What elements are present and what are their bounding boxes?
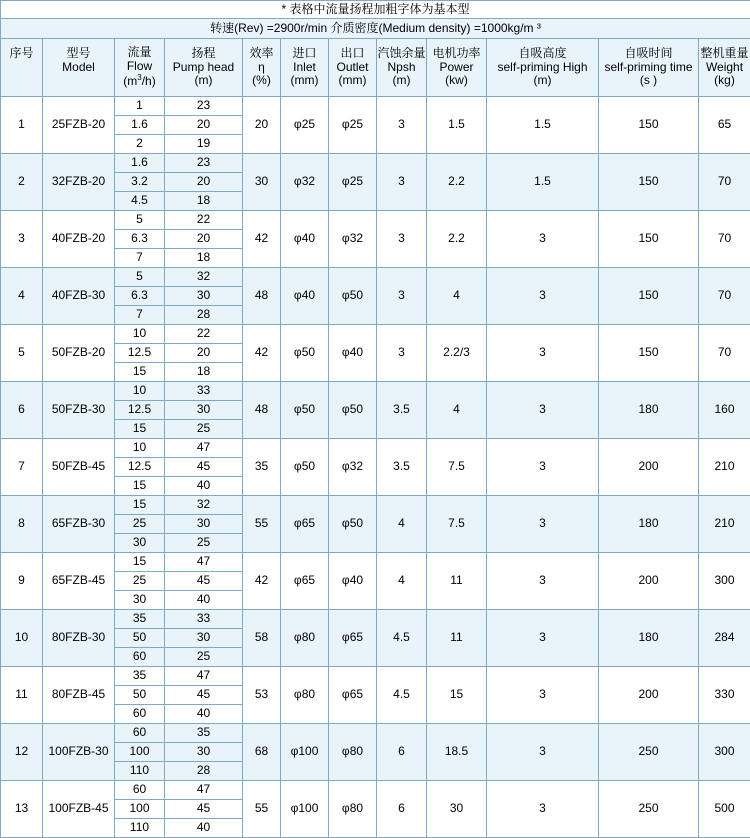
self-priming-time: 150 bbox=[599, 325, 699, 382]
inlet-diameter: φ100 bbox=[281, 781, 329, 838]
head-value: 45 bbox=[165, 458, 243, 477]
head-value: 40 bbox=[165, 819, 243, 838]
flow-value: 60 bbox=[115, 705, 165, 724]
row-index: 3 bbox=[1, 211, 43, 268]
column-header-10 bbox=[599, 39, 699, 97]
head-value: 47 bbox=[165, 439, 243, 458]
npsh: 3 bbox=[377, 325, 427, 382]
rev-row bbox=[1, 19, 750, 39]
self-priming-time: 180 bbox=[599, 496, 699, 553]
column-header-unit: (m) bbox=[487, 74, 598, 88]
efficiency: 48 bbox=[243, 268, 281, 325]
flow-value: 1.6 bbox=[115, 154, 165, 173]
column-header-0 bbox=[1, 39, 43, 97]
outlet-diameter: φ32 bbox=[329, 211, 377, 268]
head-value: 20 bbox=[165, 116, 243, 135]
head-value: 45 bbox=[165, 686, 243, 705]
pump-model: 65FZB-30 bbox=[43, 496, 115, 553]
motor-power: 4 bbox=[427, 382, 487, 439]
table-row bbox=[1, 610, 750, 629]
flow-value: 60 bbox=[115, 648, 165, 667]
column-header-cn: 电机功率 bbox=[427, 47, 486, 61]
motor-power: 18.5 bbox=[427, 724, 487, 781]
column-header-1 bbox=[43, 39, 115, 97]
weight: 300 bbox=[699, 724, 750, 781]
npsh: 4.5 bbox=[377, 667, 427, 724]
column-header-cn: 自吸时间 bbox=[599, 47, 698, 61]
column-header-en: Flow bbox=[115, 60, 164, 74]
table-row bbox=[1, 154, 750, 173]
table-row bbox=[1, 439, 750, 458]
head-value: 23 bbox=[165, 97, 243, 116]
column-header-3 bbox=[165, 39, 243, 97]
head-value: 19 bbox=[165, 135, 243, 154]
weight: 210 bbox=[699, 496, 750, 553]
row-index: 9 bbox=[1, 553, 43, 610]
head-value: 30 bbox=[165, 743, 243, 762]
pump-model: 40FZB-30 bbox=[43, 268, 115, 325]
npsh: 3 bbox=[377, 154, 427, 211]
self-priming-time: 150 bbox=[599, 97, 699, 154]
inlet-diameter: φ65 bbox=[281, 496, 329, 553]
self-priming-high: 3 bbox=[487, 211, 599, 268]
self-priming-time: 250 bbox=[599, 724, 699, 781]
self-priming-time: 250 bbox=[599, 781, 699, 838]
inlet-diameter: φ32 bbox=[281, 154, 329, 211]
column-header-cn: 出口 bbox=[329, 47, 376, 61]
column-header-en: self-priming High bbox=[487, 61, 598, 75]
weight: 330 bbox=[699, 667, 750, 724]
pump-model: 50FZB-20 bbox=[43, 325, 115, 382]
flow-value: 1 bbox=[115, 97, 165, 116]
weight: 500 bbox=[699, 781, 750, 838]
npsh: 4.5 bbox=[377, 610, 427, 667]
npsh: 6 bbox=[377, 781, 427, 838]
column-header-cn: 序号 bbox=[1, 47, 42, 61]
motor-power: 2.2 bbox=[427, 211, 487, 268]
column-header-en: Weight bbox=[699, 61, 750, 75]
head-value: 22 bbox=[165, 211, 243, 230]
weight: 70 bbox=[699, 268, 750, 325]
motor-power: 7.5 bbox=[427, 496, 487, 553]
inlet-diameter: φ80 bbox=[281, 610, 329, 667]
column-header-cn: 型号 bbox=[43, 47, 114, 61]
head-value: 32 bbox=[165, 268, 243, 287]
efficiency: 35 bbox=[243, 439, 281, 496]
table-row bbox=[1, 325, 750, 344]
flow-value: 35 bbox=[115, 667, 165, 686]
npsh: 3 bbox=[377, 268, 427, 325]
outlet-diameter: φ50 bbox=[329, 496, 377, 553]
column-header-cn: 汽蚀余量 bbox=[377, 47, 426, 61]
head-value: 30 bbox=[165, 629, 243, 648]
flow-value: 6.3 bbox=[115, 230, 165, 249]
head-value: 40 bbox=[165, 591, 243, 610]
self-priming-time: 150 bbox=[599, 211, 699, 268]
head-value: 25 bbox=[165, 534, 243, 553]
flow-value: 1.6 bbox=[115, 116, 165, 135]
column-header-cn: 进口 bbox=[281, 47, 328, 61]
self-priming-high: 3 bbox=[487, 268, 599, 325]
flow-value: 100 bbox=[115, 800, 165, 819]
weight: 160 bbox=[699, 382, 750, 439]
row-index: 10 bbox=[1, 610, 43, 667]
inlet-diameter: φ100 bbox=[281, 724, 329, 781]
flow-value: 5 bbox=[115, 268, 165, 287]
column-header-en bbox=[1, 61, 42, 75]
flow-value: 12.5 bbox=[115, 458, 165, 477]
flow-value: 15 bbox=[115, 496, 165, 515]
self-priming-time: 180 bbox=[599, 610, 699, 667]
note-row bbox=[1, 1, 750, 19]
efficiency: 68 bbox=[243, 724, 281, 781]
flow-value: 50 bbox=[115, 629, 165, 648]
head-value: 20 bbox=[165, 173, 243, 192]
outlet-diameter: φ80 bbox=[329, 724, 377, 781]
table-row bbox=[1, 496, 750, 515]
weight: 70 bbox=[699, 325, 750, 382]
npsh: 3 bbox=[377, 211, 427, 268]
flow-value: 60 bbox=[115, 724, 165, 743]
pump-model: 65FZB-45 bbox=[43, 553, 115, 610]
inlet-diameter: φ25 bbox=[281, 97, 329, 154]
weight: 210 bbox=[699, 439, 750, 496]
head-value: 45 bbox=[165, 572, 243, 591]
flow-value: 15 bbox=[115, 363, 165, 382]
outlet-diameter: φ80 bbox=[329, 781, 377, 838]
column-header-unit: (%) bbox=[243, 74, 280, 88]
row-index: 7 bbox=[1, 439, 43, 496]
outlet-diameter: φ25 bbox=[329, 97, 377, 154]
head-value: 47 bbox=[165, 553, 243, 572]
efficiency: 53 bbox=[243, 667, 281, 724]
head-value: 30 bbox=[165, 401, 243, 420]
column-header-unit: (s ) bbox=[599, 74, 698, 88]
npsh: 3.5 bbox=[377, 382, 427, 439]
pump-model: 100FZB-45 bbox=[43, 781, 115, 838]
inlet-diameter: φ80 bbox=[281, 667, 329, 724]
pump-model: 25FZB-20 bbox=[43, 97, 115, 154]
head-value: 33 bbox=[165, 382, 243, 401]
motor-power: 15 bbox=[427, 667, 487, 724]
flow-value: 110 bbox=[115, 819, 165, 838]
head-value: 25 bbox=[165, 420, 243, 439]
flow-value: 6.3 bbox=[115, 287, 165, 306]
weight: 70 bbox=[699, 211, 750, 268]
self-priming-high: 3 bbox=[487, 667, 599, 724]
pump-model: 50FZB-30 bbox=[43, 382, 115, 439]
head-value: 18 bbox=[165, 249, 243, 268]
self-priming-time: 200 bbox=[599, 439, 699, 496]
flow-value: 50 bbox=[115, 686, 165, 705]
column-header-en: Inlet bbox=[281, 61, 328, 75]
flow-value: 10 bbox=[115, 382, 165, 401]
table-row bbox=[1, 781, 750, 800]
self-priming-time: 150 bbox=[599, 268, 699, 325]
column-header-6 bbox=[329, 39, 377, 97]
flow-value: 2 bbox=[115, 135, 165, 154]
flow-value: 7 bbox=[115, 249, 165, 268]
table-row bbox=[1, 667, 750, 686]
flow-value: 5 bbox=[115, 211, 165, 230]
column-header-unit: (kg) bbox=[699, 74, 750, 88]
column-header-unit: (m) bbox=[377, 74, 426, 88]
weight: 300 bbox=[699, 553, 750, 610]
table-row bbox=[1, 553, 750, 572]
head-value: 47 bbox=[165, 781, 243, 800]
flow-value: 100 bbox=[115, 743, 165, 762]
flow-value: 25 bbox=[115, 572, 165, 591]
head-value: 28 bbox=[165, 762, 243, 781]
column-header-5 bbox=[281, 39, 329, 97]
outlet-diameter: φ65 bbox=[329, 610, 377, 667]
row-index: 6 bbox=[1, 382, 43, 439]
self-priming-high: 3 bbox=[487, 325, 599, 382]
row-index: 13 bbox=[1, 781, 43, 838]
row-index: 12 bbox=[1, 724, 43, 781]
inlet-diameter: φ40 bbox=[281, 268, 329, 325]
pump-model: 32FZB-20 bbox=[43, 154, 115, 211]
flow-value: 15 bbox=[115, 477, 165, 496]
outlet-diameter: φ40 bbox=[329, 325, 377, 382]
column-header-cn: 扬程 bbox=[165, 47, 242, 61]
self-priming-high: 1.5 bbox=[487, 97, 599, 154]
head-value: 30 bbox=[165, 287, 243, 306]
motor-power: 7.5 bbox=[427, 439, 487, 496]
row-index: 11 bbox=[1, 667, 43, 724]
motor-power: 30 bbox=[427, 781, 487, 838]
inlet-diameter: φ65 bbox=[281, 553, 329, 610]
inlet-diameter: φ50 bbox=[281, 325, 329, 382]
efficiency: 48 bbox=[243, 382, 281, 439]
pump-model: 80FZB-30 bbox=[43, 610, 115, 667]
flow-value: 10 bbox=[115, 439, 165, 458]
row-index: 8 bbox=[1, 496, 43, 553]
row-index: 5 bbox=[1, 325, 43, 382]
head-value: 20 bbox=[165, 230, 243, 249]
column-header-en: Outlet bbox=[329, 61, 376, 75]
npsh: 4 bbox=[377, 553, 427, 610]
column-header-cn: 整机重量 bbox=[699, 47, 750, 61]
table-row bbox=[1, 382, 750, 401]
self-priming-high: 3 bbox=[487, 553, 599, 610]
column-header-unit: (mm) bbox=[281, 74, 328, 88]
outlet-diameter: φ65 bbox=[329, 667, 377, 724]
table-row bbox=[1, 97, 750, 116]
head-value: 18 bbox=[165, 192, 243, 211]
outlet-diameter: φ50 bbox=[329, 268, 377, 325]
npsh: 3.5 bbox=[377, 439, 427, 496]
outlet-diameter: φ32 bbox=[329, 439, 377, 496]
self-priming-time: 200 bbox=[599, 553, 699, 610]
rev-density-line: 转速(Rev) =2900r/min 介质密度(Medium density) =1000kg/m ³ bbox=[1, 19, 750, 39]
column-header-unit bbox=[1, 74, 42, 88]
column-header-en: Pump head bbox=[165, 61, 242, 75]
head-value: 35 bbox=[165, 724, 243, 743]
head-value: 28 bbox=[165, 306, 243, 325]
weight: 70 bbox=[699, 154, 750, 211]
flow-value: 3.2 bbox=[115, 173, 165, 192]
column-header-en: Model bbox=[43, 61, 114, 75]
column-header-unit bbox=[43, 74, 114, 88]
efficiency: 55 bbox=[243, 781, 281, 838]
flow-value: 35 bbox=[115, 610, 165, 629]
head-value: 25 bbox=[165, 648, 243, 667]
column-header-unit: (kw) bbox=[427, 74, 486, 88]
flow-value: 4.5 bbox=[115, 192, 165, 211]
column-header-8 bbox=[427, 39, 487, 97]
column-header-unit: (mm) bbox=[329, 74, 376, 88]
flow-value: 60 bbox=[115, 781, 165, 800]
column-header-cn: 流量 bbox=[115, 46, 164, 60]
column-header-7 bbox=[377, 39, 427, 97]
row-index: 2 bbox=[1, 154, 43, 211]
motor-power: 1.5 bbox=[427, 97, 487, 154]
head-value: 30 bbox=[165, 515, 243, 534]
head-value: 47 bbox=[165, 667, 243, 686]
npsh: 4 bbox=[377, 496, 427, 553]
column-header-en: η bbox=[243, 61, 280, 75]
efficiency: 42 bbox=[243, 325, 281, 382]
efficiency: 30 bbox=[243, 154, 281, 211]
self-priming-high: 3 bbox=[487, 610, 599, 667]
self-priming-time: 150 bbox=[599, 154, 699, 211]
header-row bbox=[1, 39, 750, 97]
efficiency: 20 bbox=[243, 97, 281, 154]
column-header-cn: 自吸高度 bbox=[487, 47, 598, 61]
flow-value: 15 bbox=[115, 553, 165, 572]
inlet-diameter: φ40 bbox=[281, 211, 329, 268]
inlet-diameter: φ50 bbox=[281, 439, 329, 496]
flow-value: 30 bbox=[115, 534, 165, 553]
flow-value: 15 bbox=[115, 420, 165, 439]
efficiency: 58 bbox=[243, 610, 281, 667]
self-priming-high: 3 bbox=[487, 724, 599, 781]
flow-value: 12.5 bbox=[115, 401, 165, 420]
column-header-unit: $(m^3/h)$ bbox=[115, 73, 164, 89]
flow-value: 110 bbox=[115, 762, 165, 781]
outlet-diameter: φ25 bbox=[329, 154, 377, 211]
head-value: 18 bbox=[165, 363, 243, 382]
head-value: 32 bbox=[165, 496, 243, 515]
pump-model: 50FZB-45 bbox=[43, 439, 115, 496]
npsh: 6 bbox=[377, 724, 427, 781]
weight: 65 bbox=[699, 97, 750, 154]
row-index: 4 bbox=[1, 268, 43, 325]
table-row bbox=[1, 268, 750, 287]
outlet-diameter: φ40 bbox=[329, 553, 377, 610]
motor-power: 4 bbox=[427, 268, 487, 325]
flow-value: 10 bbox=[115, 325, 165, 344]
table-note: * 表格中流量扬程加粗字体为基本型 bbox=[1, 1, 750, 19]
outlet-diameter: φ50 bbox=[329, 382, 377, 439]
column-header-en: Power bbox=[427, 61, 486, 75]
column-header-4 bbox=[243, 39, 281, 97]
self-priming-time: 200 bbox=[599, 667, 699, 724]
table-row bbox=[1, 211, 750, 230]
self-priming-high: 3 bbox=[487, 439, 599, 496]
motor-power: 11 bbox=[427, 610, 487, 667]
head-value: 40 bbox=[165, 705, 243, 724]
flow-value: 25 bbox=[115, 515, 165, 534]
self-priming-time: 180 bbox=[599, 382, 699, 439]
pump-model: 100FZB-30 bbox=[43, 724, 115, 781]
efficiency: 42 bbox=[243, 211, 281, 268]
motor-power: 2.2 bbox=[427, 154, 487, 211]
column-header-en: self-priming time bbox=[599, 61, 698, 75]
head-value: 45 bbox=[165, 800, 243, 819]
self-priming-high: 3 bbox=[487, 382, 599, 439]
inlet-diameter: φ50 bbox=[281, 382, 329, 439]
pump-model: 40FZB-20 bbox=[43, 211, 115, 268]
table-row bbox=[1, 724, 750, 743]
column-header-en: Npsh bbox=[377, 61, 426, 75]
weight: 284 bbox=[699, 610, 750, 667]
npsh: 3 bbox=[377, 97, 427, 154]
motor-power: 11 bbox=[427, 553, 487, 610]
motor-power: 2.2/3 bbox=[427, 325, 487, 382]
self-priming-high: 3 bbox=[487, 496, 599, 553]
self-priming-high: 1.5 bbox=[487, 154, 599, 211]
head-value: 40 bbox=[165, 477, 243, 496]
efficiency: 42 bbox=[243, 553, 281, 610]
self-priming-high: 3 bbox=[487, 781, 599, 838]
row-index: 1 bbox=[1, 97, 43, 154]
flow-value: 30 bbox=[115, 591, 165, 610]
head-value: 22 bbox=[165, 325, 243, 344]
flow-value: 7 bbox=[115, 306, 165, 325]
head-value: 23 bbox=[165, 154, 243, 173]
column-header-unit: (m) bbox=[165, 74, 242, 88]
column-header-11 bbox=[699, 39, 750, 97]
head-value: 20 bbox=[165, 344, 243, 363]
column-header-2 bbox=[115, 39, 165, 97]
column-header-9 bbox=[487, 39, 599, 97]
column-header-cn: 效率 bbox=[243, 47, 280, 61]
flow-value: 12.5 bbox=[115, 344, 165, 363]
pump-model: 80FZB-45 bbox=[43, 667, 115, 724]
head-value: 33 bbox=[165, 610, 243, 629]
efficiency: 55 bbox=[243, 496, 281, 553]
